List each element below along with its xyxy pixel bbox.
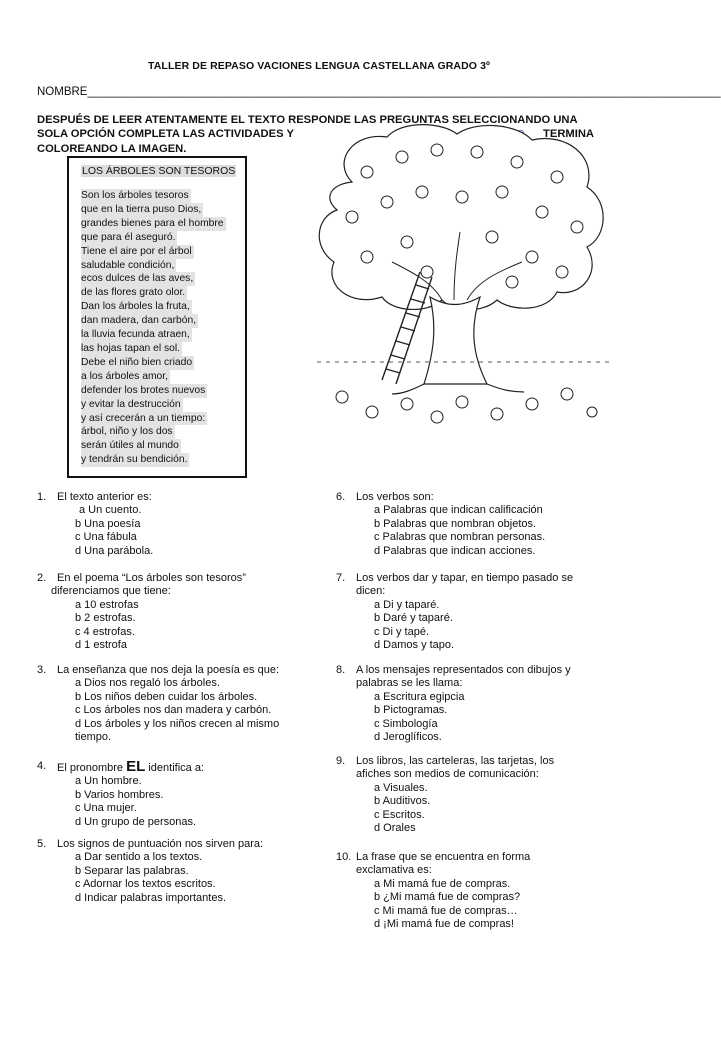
poem-line: que para él aseguró. xyxy=(81,231,176,243)
question-number: 1. xyxy=(37,491,47,503)
option-a: a Mi mamá fue de compras. xyxy=(374,877,511,890)
option-b: b Auditivos. xyxy=(374,795,431,808)
option-d: d Jeroglíficos. xyxy=(374,731,442,744)
option-c: c Una fábula xyxy=(75,531,137,544)
option-a: a Visuales. xyxy=(374,781,428,794)
question-6 xyxy=(336,491,611,558)
apple-tree-illustration xyxy=(312,122,612,432)
poem-line: a los árboles amor, xyxy=(81,370,168,382)
question-5 xyxy=(37,838,327,905)
stem-post: identifica a: xyxy=(148,762,204,774)
poem-line: árbol, niño y los dos xyxy=(81,426,173,438)
poem-line: ecos dulces de las aves, xyxy=(81,273,194,285)
question-stem: En el poema “Los árboles son tesoros” xyxy=(57,572,246,584)
poem-line: dan madera, dan carbón, xyxy=(81,315,197,327)
question-stem: La enseñanza que nos deja la poesía es que: xyxy=(57,664,280,676)
option-d-cont: tiempo. xyxy=(75,731,112,744)
question-number: 2. xyxy=(37,572,47,584)
stem-pre: El pronombre xyxy=(57,762,124,774)
instructions-line-1: DESPUÉS DE LEER ATENTAMENTE EL TEXTO RESPONDE LAS PREGUNTAS SELECCIONANDO UNA xyxy=(37,114,578,126)
stem-pronoun: EL xyxy=(126,758,146,775)
poem-line: saludable condición, xyxy=(81,259,175,271)
poem-box xyxy=(67,156,247,478)
option-c: c 4 estrofas. xyxy=(75,625,135,638)
question-number: 7. xyxy=(336,572,346,584)
question-10 xyxy=(336,851,621,931)
question-number: 8. xyxy=(336,664,346,676)
option-a: a 10 estrofas xyxy=(75,598,139,611)
option-c: c Una mujer. xyxy=(75,802,137,815)
option-b: b Una poesía xyxy=(75,517,141,530)
poem-line: Tiene el aire por el árbol xyxy=(81,245,192,257)
option-c: c Adornar los textos escritos. xyxy=(75,878,216,891)
option-d: d Una parábola. xyxy=(75,544,154,557)
option-a: a Un cuento. xyxy=(79,504,142,517)
option-a: a Dar sentido a los textos. xyxy=(75,851,203,864)
page-title: TALLER DE REPASO VACIONES LENGUA CASTELLANA GRADO 3º xyxy=(148,60,490,72)
question-2 xyxy=(37,572,327,652)
option-b: b Los niños deben cuidar los árboles. xyxy=(75,690,258,703)
poem-line: y tendrán su bendición. xyxy=(81,454,188,466)
question-stem: Los verbos dar y tapar, en tiempo pasado se xyxy=(356,572,574,584)
option-c: c Palabras que nombran personas. xyxy=(374,531,546,544)
option-d: d 1 estrofa xyxy=(75,639,127,652)
question-number: 9. xyxy=(336,755,346,767)
question-8 xyxy=(336,664,621,744)
option-d: d Damos y tapo. xyxy=(374,639,455,652)
question-number: 10. xyxy=(336,851,352,863)
option-b: b Varios hombres. xyxy=(75,788,164,801)
question-stem: A los mensajes representados con dibujos y xyxy=(356,664,571,676)
question-stem: El texto anterior es: xyxy=(57,491,152,503)
poem-line: y evitar la destrucción xyxy=(81,398,181,410)
option-d: d Indicar palabras importantes. xyxy=(75,891,227,904)
option-d: d ¡Mi mamá fue de compras! xyxy=(374,918,514,931)
question-1 xyxy=(37,491,327,558)
option-c: c Simbología xyxy=(374,717,438,730)
option-a: a Palabras que indican calificación xyxy=(374,504,543,517)
question-stem: Los libros, las carteleras, las tarjetas, los xyxy=(356,755,555,767)
poem-line: Debe el niño bien criado xyxy=(81,356,193,368)
poem-line: serán útiles al mundo xyxy=(81,440,179,452)
instructions-line-3: COLOREANDO LA IMAGEN. xyxy=(37,142,187,155)
poem-line: de las flores grato olor. xyxy=(81,287,186,299)
poem-line: defender los brotes nuevos xyxy=(81,384,206,396)
question-stem-cont: exclamativa es: xyxy=(356,864,432,877)
option-c: c Mi mamá fue de compras… xyxy=(374,904,518,917)
question-9 xyxy=(336,755,621,835)
instructions-line-2: SOLA OPCIÓN COMPLETA LAS ACTIVIDADES Y xyxy=(37,128,294,141)
option-b: b Separar las palabras. xyxy=(75,864,189,877)
option-d: d Un grupo de personas. xyxy=(75,815,197,828)
option-d: d Los árboles y los niños crecen al mismo xyxy=(75,717,280,730)
poem-line: Dan los árboles la fruta, xyxy=(81,301,190,313)
poem-lines xyxy=(81,189,226,467)
option-b: b ¿Mi mamá fue de compras? xyxy=(374,891,521,904)
option-a: a Dios nos regaló los árboles. xyxy=(75,677,220,690)
question-stem: La frase que se encuentra en forma xyxy=(356,851,531,863)
option-b: b Palabras que nombran objetos. xyxy=(374,517,537,530)
option-c: c Los árboles nos dan madera y carbón. xyxy=(75,704,272,717)
question-7 xyxy=(336,572,621,652)
poem-line: grandes bienes para el hombre xyxy=(81,217,224,229)
question-stem-cont: diferenciamos que tiene: xyxy=(51,585,171,598)
question-number: 3. xyxy=(37,664,47,676)
name-field-line: NOMBRE___________________________________________________________________________________________________ xyxy=(37,86,721,98)
option-a: a Di y taparé. xyxy=(374,598,440,611)
question-stem-cont: dicen: xyxy=(356,585,386,598)
question-4 xyxy=(37,760,327,829)
instructions-term: TERMINA xyxy=(543,128,594,141)
question-stem-cont: palabras se les llama: xyxy=(356,677,463,690)
poem-line: y así crecerán a un tiempo: xyxy=(81,412,206,424)
question-number: 6. xyxy=(336,491,346,503)
question-3 xyxy=(37,664,327,744)
poem-line: la lluvia fecunda atraen, xyxy=(81,329,190,341)
question-stem: Los signos de puntuación nos sirven para: xyxy=(57,838,264,850)
poem-line: que en la tierra puso Dios, xyxy=(81,203,202,215)
question-stem xyxy=(57,760,327,775)
poem-line: las hojas tapan el sol. xyxy=(81,342,181,354)
option-a: a Escritura egipcia xyxy=(374,690,465,703)
question-stem: Los verbos son: xyxy=(356,491,434,503)
question-number: 4. xyxy=(37,760,47,772)
option-c: c Di y tapé. xyxy=(374,625,430,638)
option-b: b 2 estrofas. xyxy=(75,612,136,625)
question-stem-cont: afiches son medios de comunicación: xyxy=(356,768,539,781)
option-a: a Un hombre. xyxy=(75,775,142,788)
poem-line: Son los árboles tesoros xyxy=(81,190,189,201)
option-c: c Escritos. xyxy=(374,808,425,821)
question-number: 5. xyxy=(37,838,47,850)
option-b: b Daré y taparé. xyxy=(374,612,453,625)
option-d: d Orales xyxy=(374,822,416,835)
option-d: d Palabras que indican acciones. xyxy=(374,544,536,557)
option-b: b Pictogramas. xyxy=(374,704,448,717)
poem-title: LOS ÁRBOLES SON TESOROS xyxy=(82,165,236,177)
